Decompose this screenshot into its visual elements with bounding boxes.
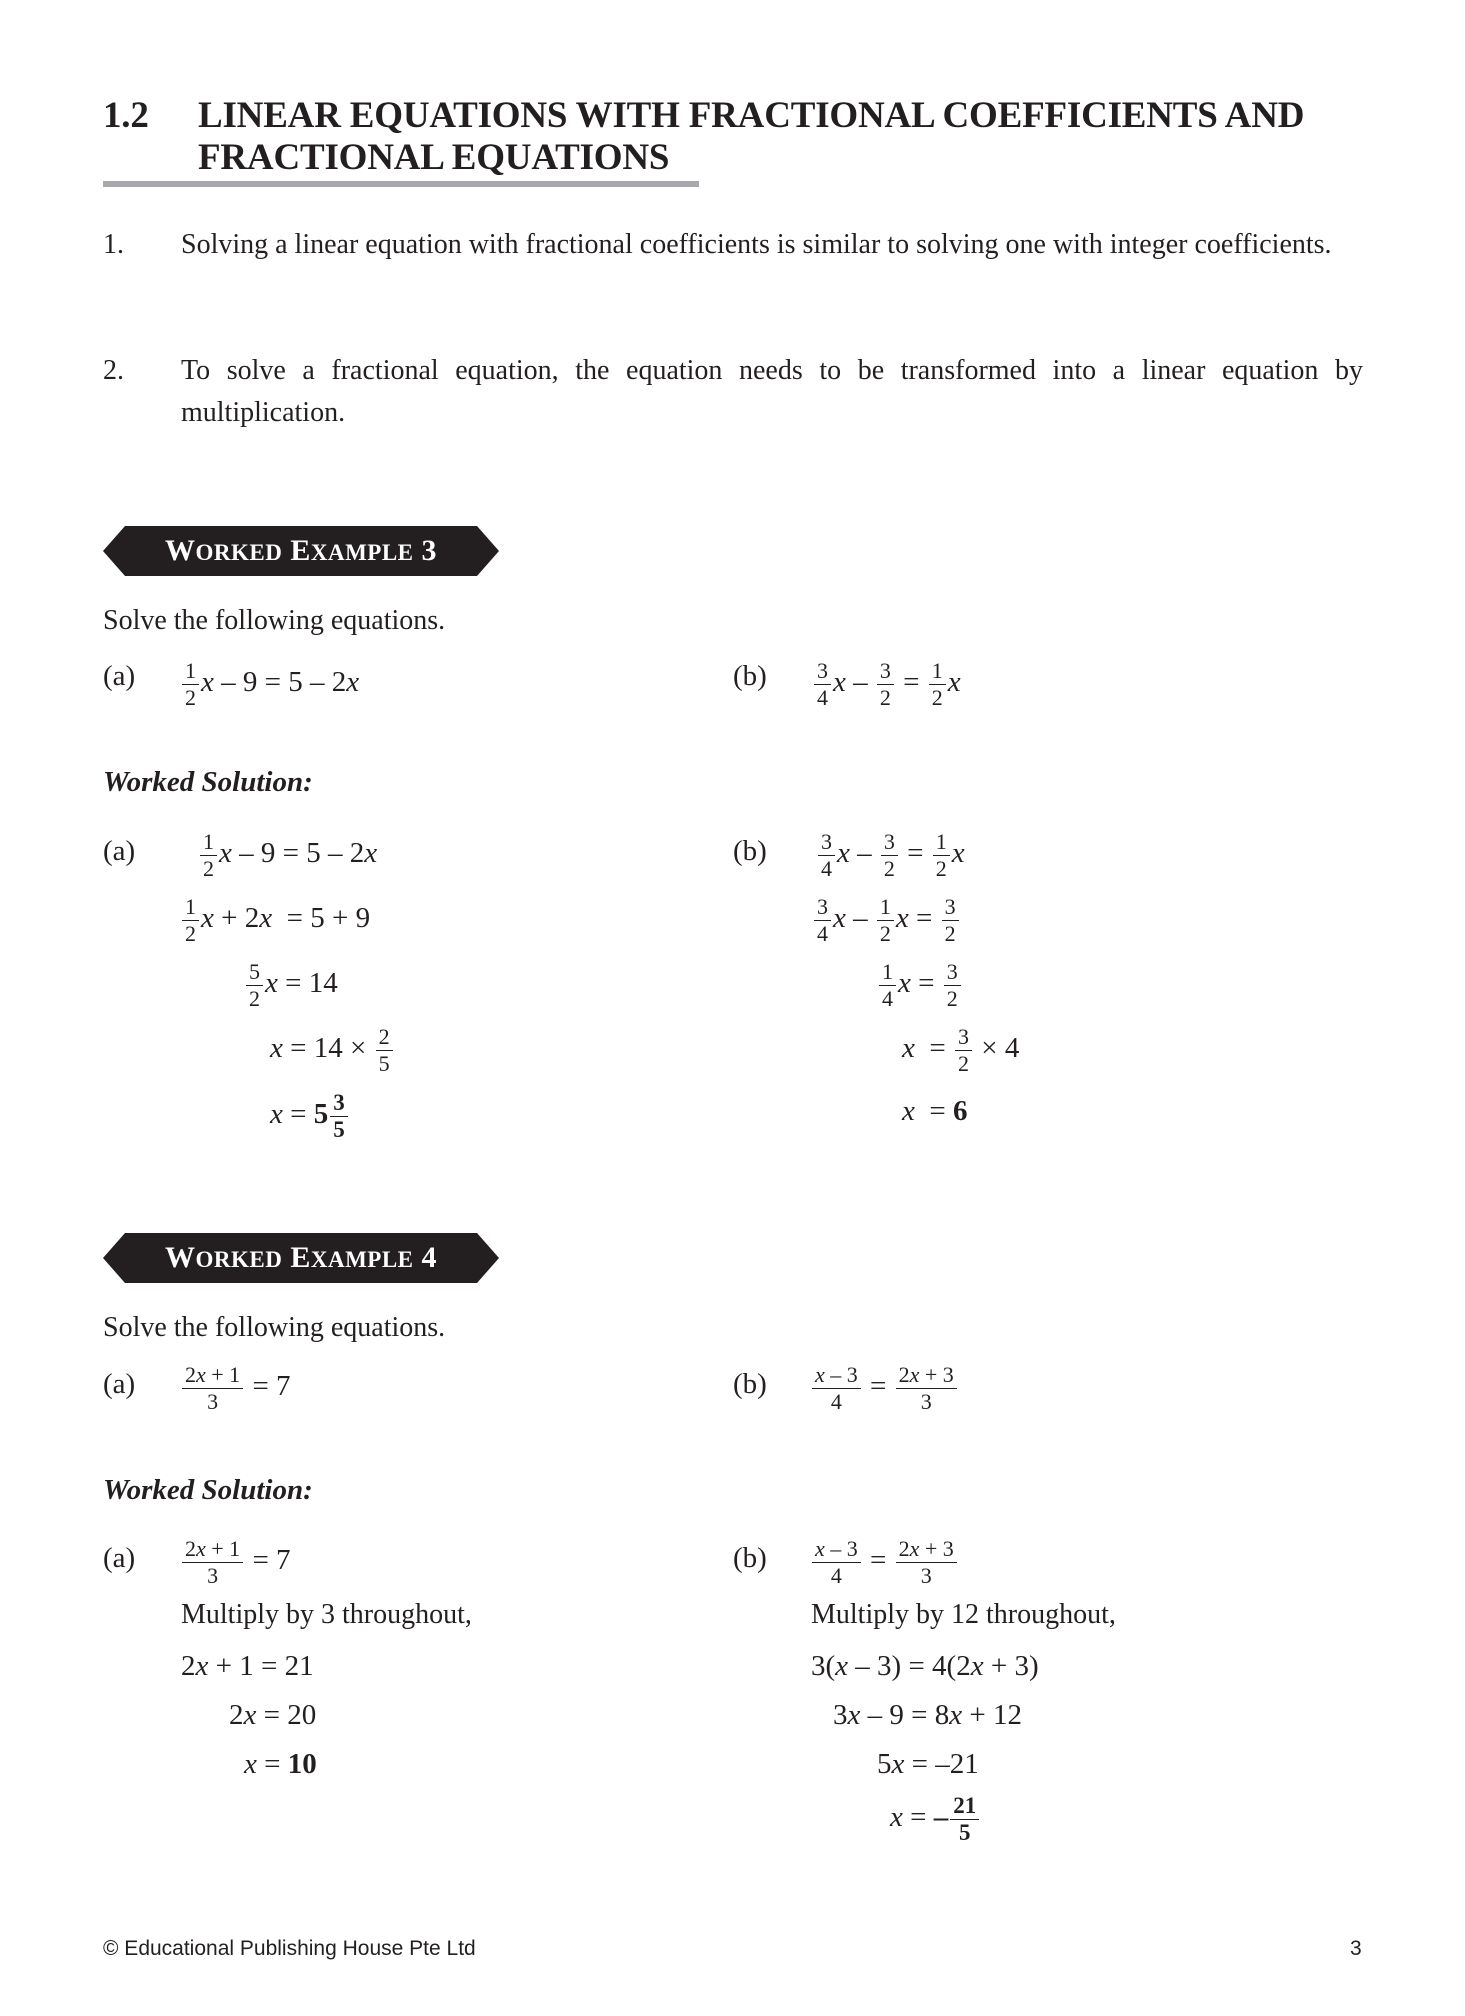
example-4-solution-a-step-2: 2x + 1 = 21 xyxy=(181,1650,314,1682)
example-3-solution-b-label: (b) xyxy=(733,835,767,867)
title-underline xyxy=(103,181,699,187)
example-3-question-b: $\frac{3}{4}$ x – $\frac{3}{2}$ = $\frac{1}{2}$ x xyxy=(812,658,961,711)
example-4-solution-b-label: (b) xyxy=(733,1542,767,1574)
example-3-solution-b-step-2: $\frac{3}{4}$ x – $\frac{1}{2}$ x = $\frac{3}{2}$ xyxy=(812,894,961,947)
worked-example-4-banner xyxy=(103,1233,499,1283)
point-2-text: To solve a fractional equation, the equation needs to be transformed into a linear equation by multiplication. xyxy=(181,355,1363,428)
example-3-solution-a-step-2: $\frac{1}{2}$ x + 2x = 5 + 9 xyxy=(180,894,370,947)
example-3-solution-b-step-4: x = $\frac{3}{2}$ × 4 xyxy=(902,1024,1020,1076)
example-4-solution-b-step-2: 3(x – 3) = 4(2x + 3) xyxy=(811,1650,1039,1682)
example-3-solution-b-answer: x = 6 xyxy=(902,1095,968,1127)
example-4-solution-b-step-3: 3x – 9 = 8x + 12 xyxy=(833,1699,1022,1731)
point-1-text: Solving a linear equation with fractional coefficients is similar to solving one with integer coefficients. xyxy=(181,229,1332,260)
example-3-solution-a-label: (a) xyxy=(103,835,136,867)
example-3-solution-heading: Worked Solution: xyxy=(103,766,313,798)
example-4-multiply-b: Multiply by 12 throughout, xyxy=(811,1599,1116,1630)
point-1-number: 1. xyxy=(103,229,124,260)
example-3-solution-a-step-3: $\frac{5}{2}$ x = 14 xyxy=(244,959,338,1012)
example-3-question-a: $\frac{1}{2}$ x – 9 = 5 – 2x xyxy=(180,658,359,711)
worked-example-3-banner xyxy=(103,526,499,576)
section-number: 1.2 xyxy=(103,95,149,136)
example-3-solution-b-step-3: $\frac{1}{4}$ x = $\frac{3}{2}$ xyxy=(877,959,963,1012)
example-4-solution-b-step-1: $\frac{x - 3}{4}$ = $\frac{2x + 3}{3}$ xyxy=(810,1536,959,1589)
section-title-line2: FRACTIONAL EQUATIONS xyxy=(198,137,670,178)
example-4-question-b: $\frac{x - 3}{4}$ = $\frac{2x + 3}{3}$ xyxy=(810,1362,959,1415)
example-4-instruction: Solve the following equations. xyxy=(103,1312,446,1343)
example-4-question-b-label: (b) xyxy=(733,1368,767,1400)
example-3-solution-a-step-4: x = 14 × $\frac{2}{5}$ xyxy=(270,1024,395,1077)
example-4-solution-b-answer: x = – $\frac{21}{5}$ xyxy=(890,1793,981,1846)
page-number: 3 xyxy=(1350,1937,1362,1960)
example-4-solution-a-step-3: 2x = 20 xyxy=(229,1699,317,1731)
example-4-solution-a-label: (a) xyxy=(103,1542,136,1574)
example-3-solution-a-step-1: $\frac{1}{2}$ x – 9 = 5 – 2x xyxy=(198,829,377,882)
example-4-question-a: $\frac{2x + 1}{3}$ = 7 xyxy=(180,1362,291,1415)
example-4-solution-a-answer: x = 10 xyxy=(244,1748,317,1780)
example-4-solution-b-step-4: 5x = –21 xyxy=(877,1748,979,1780)
point-2-number: 2. xyxy=(103,355,124,386)
footer-copyright: © Educational Publishing House Pte Ltd xyxy=(103,1937,476,1960)
worked-example-4-label: WORKED EXAMPLE 4 xyxy=(164,1241,438,1274)
example-3-question-a-label: (a) xyxy=(103,660,136,692)
example-4-solution-a-step-1: $\frac{2x + 1}{3}$ = 7 xyxy=(180,1536,291,1589)
example-3-instruction: Solve the following equations. xyxy=(103,605,446,636)
example-3-solution-b-step-1: $\frac{3}{4}$ x – $\frac{3}{2}$ = $\frac{1}{2}$ x xyxy=(816,829,965,882)
example-4-solution-heading: Worked Solution: xyxy=(103,1474,313,1506)
example-4-question-a-label: (a) xyxy=(103,1368,136,1400)
worked-example-3-label: WORKED EXAMPLE 3 xyxy=(164,534,438,567)
example-3-solution-a-answer: x = 5 $\frac{3}{5}$ xyxy=(270,1090,350,1143)
example-3-question-b-label: (b) xyxy=(733,660,767,692)
example-4-multiply-a: Multiply by 3 throughout, xyxy=(181,1599,472,1630)
section-title-line1: LINEAR EQUATIONS WITH FRACTIONAL COEFFICIENTS AND xyxy=(198,95,1305,136)
